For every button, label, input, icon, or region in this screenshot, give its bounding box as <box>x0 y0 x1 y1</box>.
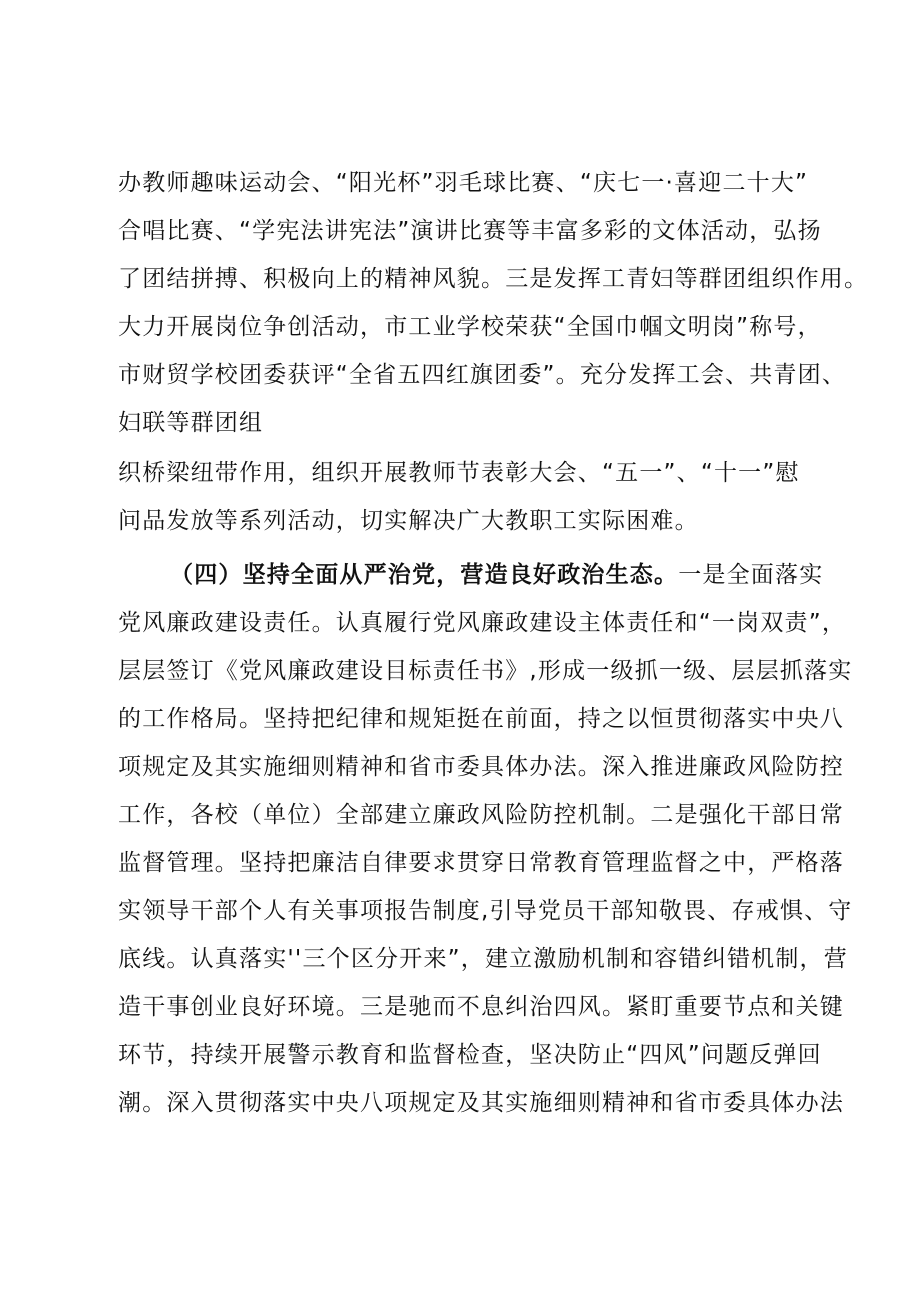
paragraph-line: 的工作格局。坚持把纪律和规矩挺在前面，持之以恒贯彻落实中央八 <box>118 706 844 732</box>
paragraph-line: 底线。认真落实''三个区分开来”，建立激励机制和容错纠错机制，营 <box>118 946 848 972</box>
paragraph-line: 监督管理。坚持把廉洁自律要求贯穿日常教育管理监督之中，严格落 <box>118 850 844 876</box>
paragraph-line: 市财贸学校团委获评“全省五四红旗团委”。充分发挥工会、共青团、 <box>118 362 847 388</box>
paragraph-line: 妇联等群团组 <box>118 410 264 436</box>
paragraph-line: 项规定及其实施细则精神和省市委具体办法。深入推进廉政风险防控 <box>118 754 844 780</box>
paragraph-line: 合唱比赛、“学宪法讲宪法”演讲比赛等丰富多彩的文体活动，弘扬 <box>118 218 822 244</box>
section-heading-line <box>170 560 823 590</box>
paragraph-line: 大力开展岗位争创活动，市工业学校荣获“全国巾帼文明岗”称号， <box>118 314 822 340</box>
paragraph-line: 层层签订《党风廉政建设目标责任书》,形成一级抓一级、层层抓落实 <box>118 658 853 684</box>
paragraph-line: 了团结拼搏、积极向上的精神风貌。三是发挥工青妇等群团组织作用。 <box>118 266 869 292</box>
paragraph-line: 办教师趣味运动会、“阳光杯”羽毛球比赛、“庆七一·喜迎二十大” <box>118 170 809 196</box>
paragraph-line: 党风廉政建设责任。认真履行党风廉政建设主体责任和“一岗双责”， <box>118 610 847 636</box>
section-heading: （四）坚持全面从严治党，营造良好政治生态。 <box>170 562 679 588</box>
paragraph-line: 实领导干部个人有关事项报告制度,引导党员干部知敬畏、存戒惧、守 <box>118 898 853 924</box>
paragraph-text: 一是全面落实 <box>678 562 824 588</box>
paragraph-line: 环节，持续开展警示教育和监督检查，坚决防止“四风”问题反弹回 <box>118 1042 822 1068</box>
paragraph-line: 潮。深入贯彻落实中央八项规定及其实施细则精神和省市委具体办法 <box>118 1090 844 1116</box>
paragraph-line: 织桥梁纽带作用，组织开展教师节表彰大会、“五一”、“十一”慰 <box>118 460 800 486</box>
paragraph-line: 造干事创业良好环境。三是驰而不息纠治四风。紧盯重要节点和关键 <box>118 994 844 1020</box>
paragraph-line: 工作，各校（单位）全部建立廉政风险防控机制。二是强化干部日常 <box>118 802 844 828</box>
paragraph-line: 问品发放等系列活动，切实解决广大教职工实际困难。 <box>118 508 699 534</box>
